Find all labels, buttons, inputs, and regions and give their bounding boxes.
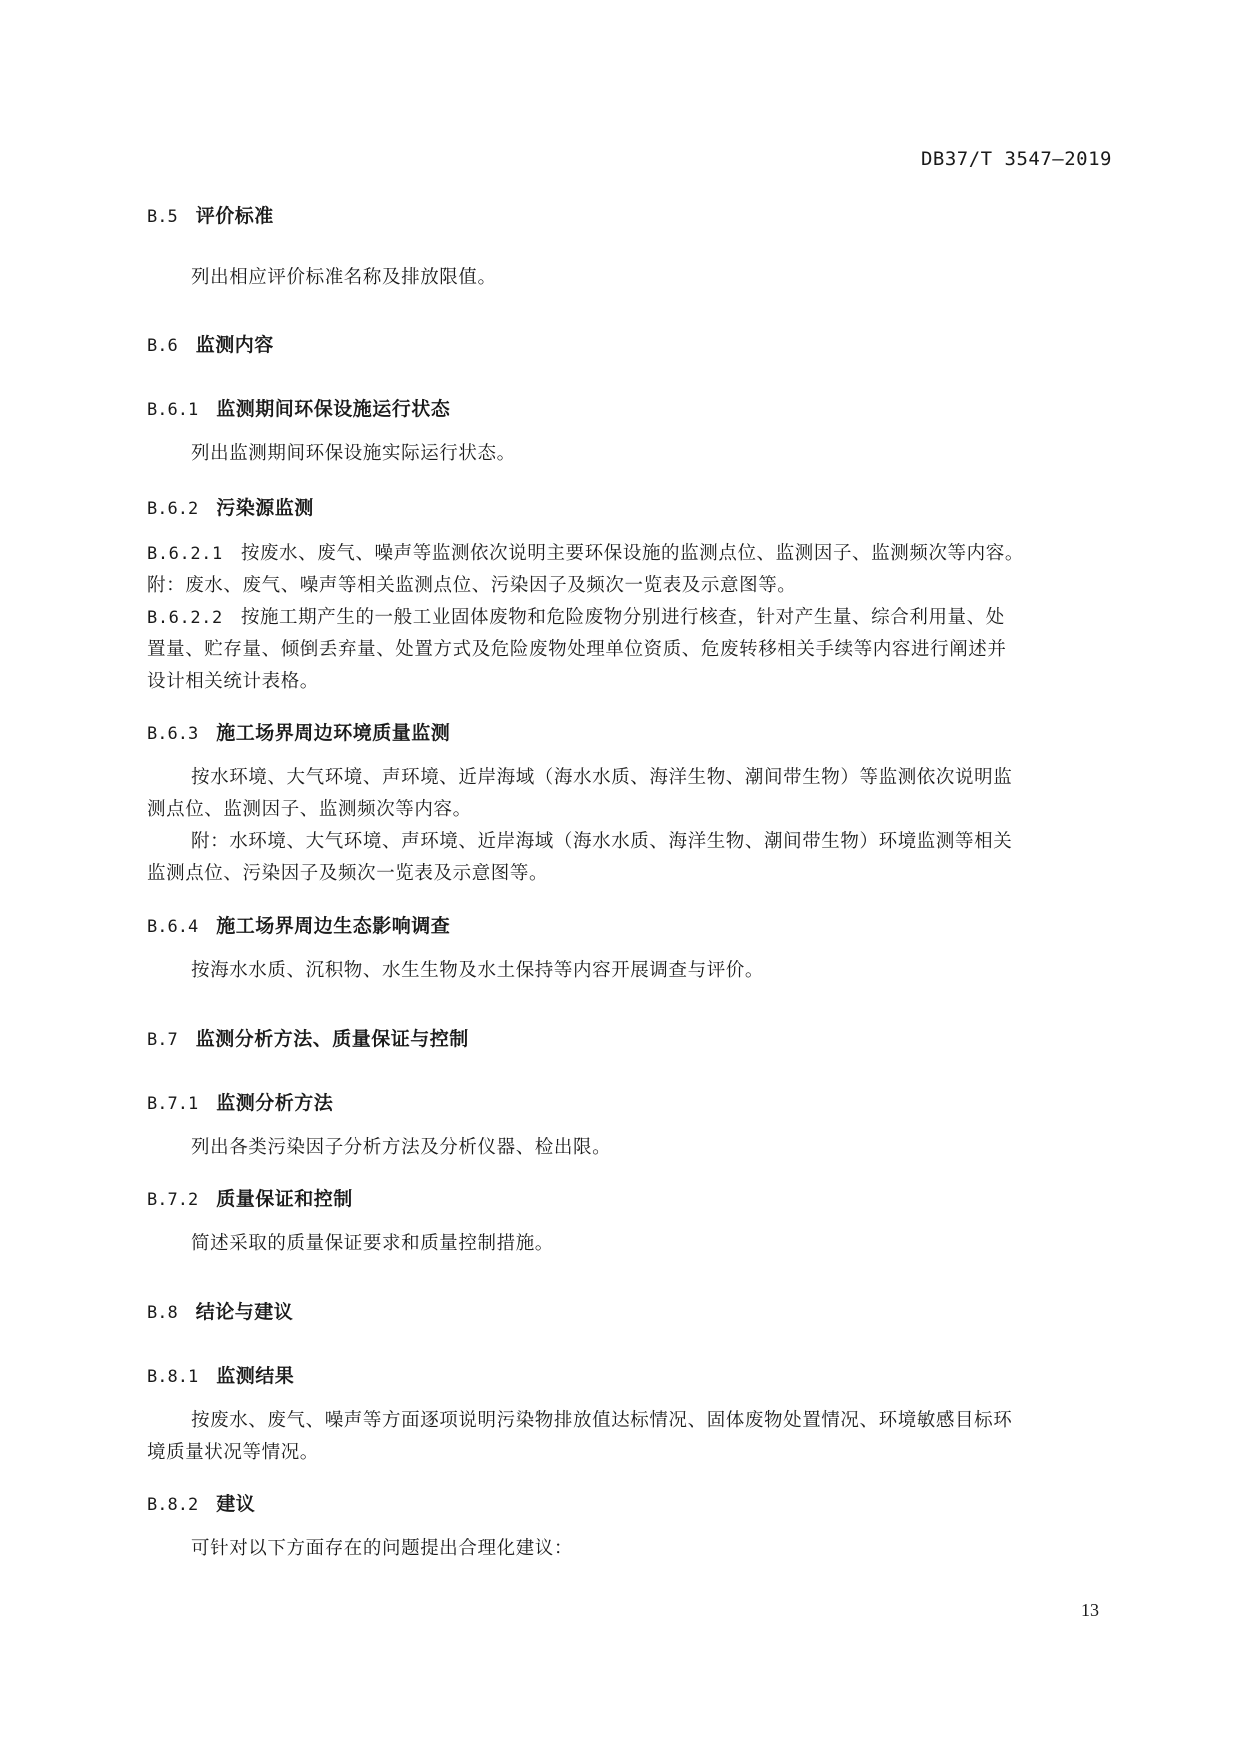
section-heading-b8 xyxy=(147,1297,1115,1324)
section-title: 监测分析方法 xyxy=(216,1092,334,1114)
paragraph-b621-line2: 附：废水、废气、噪声等相关监测点位、污染因子及频次一览表及示意图等。 xyxy=(147,575,797,596)
section-heading-b63 xyxy=(147,718,1115,745)
section-number: B.6.3 xyxy=(147,724,199,744)
section-title: 监测期间环保设施运行状态 xyxy=(216,398,451,420)
section-title: 污染源监测 xyxy=(216,497,314,519)
paragraph-b81-line1: 按废水、废气、噪声等方面逐项说明污染物排放值达标情况、固体废物处置情况、环境敏感目标环 xyxy=(191,1410,1013,1431)
paragraph-b622-line2: 置量、贮存量、倾倒丢弃量、处置方式及危险废物处理单位资质、危废转移相关手续等内容进行阐述并 xyxy=(147,639,1007,660)
section-number: B.7.1 xyxy=(147,1094,199,1114)
section-title: 建议 xyxy=(216,1493,256,1515)
section-title: 评价标准 xyxy=(195,205,274,227)
paragraph-b622-line3: 设计相关统计表格。 xyxy=(147,671,319,692)
section-heading-b82 xyxy=(147,1489,1115,1516)
paragraph-b72: 简述采取的质量保证要求和质量控制措施。 xyxy=(191,1233,554,1254)
section-number: B.5 xyxy=(147,207,178,227)
clause-text: 按施工期产生的一般工业固体废物和危险废物分别进行核查，针对产生量、综合利用量、处 xyxy=(240,607,1005,628)
section-heading-b6 xyxy=(147,330,1115,357)
section-title: 施工场界周边生态影响调查 xyxy=(216,915,451,937)
paragraph-b63-p2-line1: 附：水环境、大气环境、声环境、近岸海域（海水水质、海洋生物、潮间带生物）环境监测等相关 xyxy=(191,831,1013,852)
section-heading-b5 xyxy=(147,201,1115,228)
paragraph-b63-p1-line1: 按水环境、大气环境、声环境、近岸海域（海水水质、海洋生物、潮间带生物）等监测依次说明监 xyxy=(191,767,1013,788)
section-title: 监测内容 xyxy=(195,334,274,356)
section-title: 施工场界周边环境质量监测 xyxy=(216,722,451,744)
section-number: B.6 xyxy=(147,336,178,356)
section-heading-b81 xyxy=(147,1361,1115,1388)
clause-text: 按废水、废气、噪声等监测依次说明主要环保设施的监测点位、监测因子、监测频次等内容。 xyxy=(240,543,1024,564)
section-title: 质量保证和控制 xyxy=(216,1188,353,1210)
section-number: B.6.2 xyxy=(147,499,199,519)
clause-number: B.6.2.1 xyxy=(147,544,223,564)
section-heading-b7 xyxy=(147,1024,1115,1051)
section-number: B.8.1 xyxy=(147,1367,199,1387)
paragraph-b61: 列出监测期间环保设施实际运行状态。 xyxy=(191,443,516,464)
paragraph-b81-line2: 境质量状况等情况。 xyxy=(147,1442,319,1463)
section-number: B.8.2 xyxy=(147,1495,199,1515)
section-title: 监测结果 xyxy=(216,1365,295,1387)
section-heading-b64 xyxy=(147,911,1115,938)
paragraph-b63-p2-line2: 监测点位、污染因子及频次一览表及示意图等。 xyxy=(147,863,549,884)
paragraph-b5: 列出相应评价标准名称及排放限值。 xyxy=(191,267,497,288)
section-number: B.6.1 xyxy=(147,400,199,420)
paragraph-b71: 列出各类污染因子分析方法及分析仪器、检出限。 xyxy=(191,1137,612,1158)
section-heading-b72 xyxy=(147,1184,1115,1211)
paragraph-b621-line1 xyxy=(147,538,1115,570)
section-number: B.7 xyxy=(147,1030,178,1050)
section-title: 结论与建议 xyxy=(195,1301,294,1323)
section-number: B.6.4 xyxy=(147,917,199,937)
standard-code: DB37/T 3547—2019 xyxy=(920,148,1112,170)
section-number: B.7.2 xyxy=(147,1190,199,1210)
section-number: B.8 xyxy=(147,1303,178,1323)
section-heading-b62 xyxy=(147,493,1115,520)
paragraph-b63-p1-line2: 测点位、监测因子、监测频次等内容。 xyxy=(147,799,472,820)
paragraph-b82: 可针对以下方面存在的问题提出合理化建议： xyxy=(191,1538,574,1559)
paragraph-b622-line1 xyxy=(147,602,1115,634)
section-heading-b71 xyxy=(147,1088,1115,1115)
page-number: 13 xyxy=(1081,1600,1099,1620)
section-heading-b61 xyxy=(147,394,1115,421)
clause-number: B.6.2.2 xyxy=(147,608,223,628)
paragraph-b64: 按海水水质、沉积物、水生生物及水土保持等内容开展调查与评价。 xyxy=(191,960,765,981)
section-title: 监测分析方法、质量保证与控制 xyxy=(195,1028,469,1050)
